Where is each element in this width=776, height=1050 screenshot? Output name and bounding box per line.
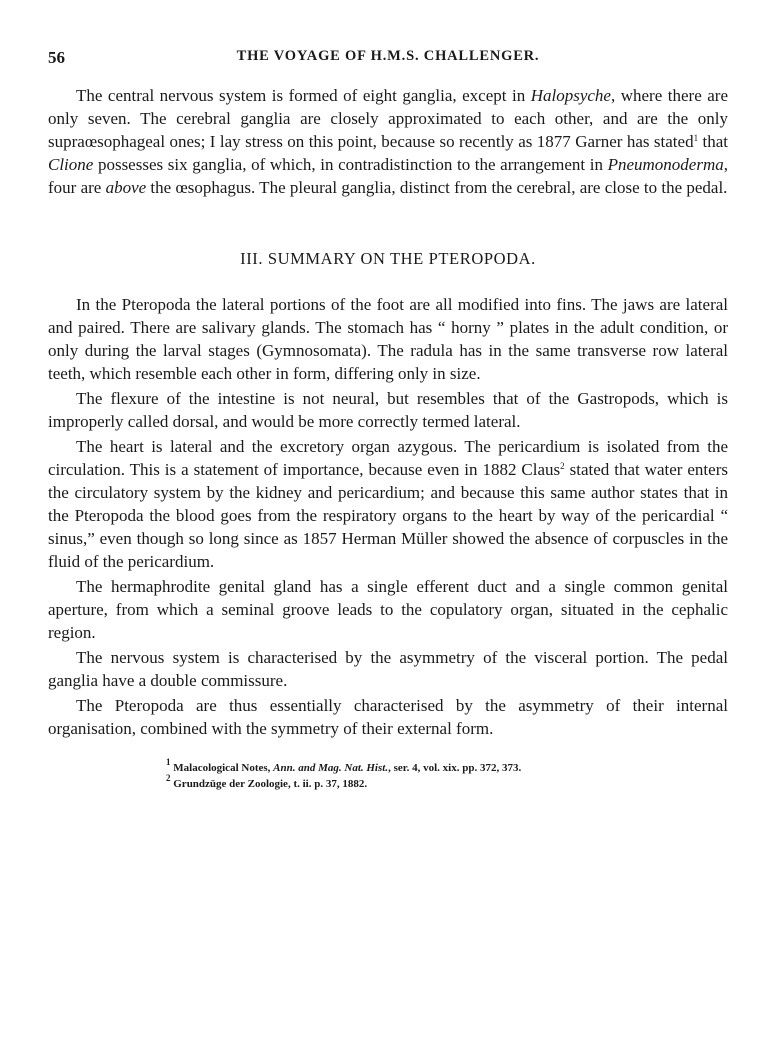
word-above: above bbox=[105, 178, 147, 197]
footnotes bbox=[48, 757, 728, 792]
intro-paragraph: The central nervous system is formed of eight ganglia, except in Halopsyche, where there are only seven. The cerebral ganglia are closely approximated to each other, and are the only supraœsophageal ones; I lay stress on this point, because so recently as 1877 Garner has stated$^1$ that Clione possesses six ganglia, of which, in contradistinction to the arrangement in Pneumonoderma, four are above the œsophagus. The pleural ganglia, distinct from the cerebral, are close to the pedal. bbox=[48, 86, 729, 197]
footnote-2: $^2$ Grundzüge der Zoologie, t. ii. p. 37, 1882. bbox=[166, 773, 368, 790]
genus-clione: Clione bbox=[48, 155, 94, 174]
summary-paragraph-5: The nervous system is characterised by the asymmetry of the visceral portion. The pedal ganglia have a double commissure. bbox=[48, 648, 728, 690]
page-number: 56 bbox=[48, 48, 65, 67]
summary-paragraph-3: The heart is lateral and the excretory organ azygous. The pericardium is isolated from the circulation. This is a statement of importance, because even in 1882 Claus$^2$ stated that water enters the circulatory system by the kidney and pericardium; and because this same author states that in the Pteropoda the blood goes from the respiratory organs to the heart by way of the pericardial “ sinus,” even though so long since as 1857 Herman Müller showed the absence of corpuscles in the fluid of the pericardium. bbox=[48, 437, 728, 571]
section-title: III. SUMMARY ON THE PTEROPODA. bbox=[240, 249, 536, 268]
footnote-ref-2: 2 bbox=[560, 461, 565, 471]
summary-section bbox=[48, 293, 728, 740]
footnote-1: $^1$ Malacological Notes, Ann. and Mag. Nat. Hist., ser. 4, vol. xix. pp. 372, 373. bbox=[166, 757, 522, 774]
summary-paragraph-2: The flexure of the intestine is not neural, but resembles that of the Gastropods, which is improperly called dorsal, and would be more correctly termed lateral. bbox=[48, 389, 728, 431]
page bbox=[48, 0, 728, 792]
summary-paragraph-6: The Pteropoda are thus essentially characterised by the asymmetry of their internal organisation, combined with the symmetry of their external form. bbox=[48, 696, 728, 738]
genus-pneumonoderma: Pneumonoderma bbox=[607, 155, 724, 174]
page-header bbox=[48, 0, 728, 70]
running-title: THE VOYAGE OF H.M.S. CHALLENGER. bbox=[236, 48, 540, 64]
summary-paragraph-4: The hermaphrodite genital gland has a single efferent duct and a single common genital aperture, from which a seminal groove leads to the copulatory organ, situated in the cephalic region. bbox=[48, 577, 728, 642]
summary-paragraph-1: In the Pteropoda the lateral portions of the foot are all modified into fins. The jaws are lateral and paired. There are salivary glands. The stomach has “ horny ” plates in the adult condition, or only during the larval stages (Gymnosomata). The radula has in the same transverse row lateral teeth, which resemble each other in form, differing only in size. bbox=[48, 295, 728, 383]
footnote-ref-1: 1 bbox=[693, 133, 699, 143]
genus-halopsyche: Halopsyche bbox=[530, 86, 611, 105]
